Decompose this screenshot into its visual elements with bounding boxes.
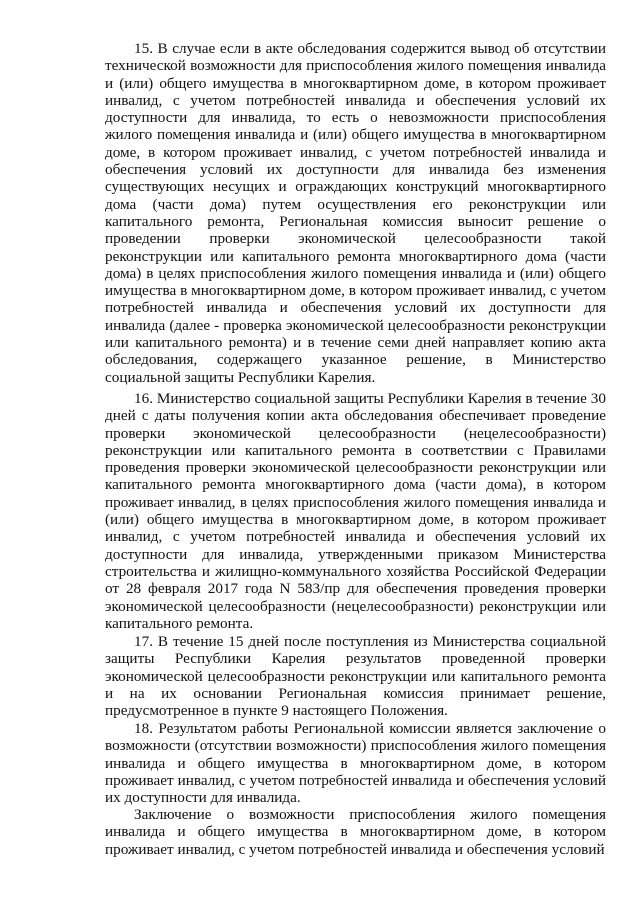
paragraph-17: 17. В течение 15 дней после поступления из Министерства социальной защиты Республики Карелия результатов проведенной проверки экономической целесообразности реконструкции или капитального ремонта и на их основании Региональная комиссия принимает решение, предусмотренное в пункте 9 настоящего Положения. <box>105 633 606 720</box>
paragraph-16: 16. Министерство социальной защиты Республики Карелия в течение 30 дней с даты получения копии акта обследования обеспечивает проведение проверки экономической целесообразности (нецелесообразности) реконструкции или капитального ремонта в соответствии с Правилами проведения проверки экономической целесообразности реконструкции или капитального ремонта многоквартирного дома (части дома), в котором проживает инвалид, в целях приспособления жилого помещения инвалида и (или) общего имущества в многоквартирном доме, в котором проживает инвалид, с учетом потребностей инвалида и обеспечения условий их доступности для инвалида, утвержденными приказом Министерства строительства и жилищно-коммунального хозяйства Российской Федерации от 28 февраля 2017 года N 583/пр для обеспечения проведения проверки экономической целесообразности (нецелесообразности) реконструкции или капитального ремонта. <box>105 390 606 632</box>
paragraph-18: 18. Результатом работы Региональной комиссии является заключение о возможности (отсутствии возможности) приспособления жилого помещения инвалида и общего имущества в многоквартирном доме, в котором проживает инвалид, с учетом потребностей инвалида и обеспечения условий их доступности для инвалида. <box>105 720 606 807</box>
paragraph-conclusion: Заключение о возможности приспособления жилого помещения инвалида и общего имущества в многоквартирном доме, в котором проживает инвалид, с учетом потребностей инвалида и обеспечения условий <box>105 806 606 858</box>
paragraph-15: 15. В случае если в акте обследования содержится вывод об отсутствии технической возможности для приспособления жилого помещения инвалида и (или) общего имущества в многоквартирном доме, в котором проживает инвалид, с учетом потребностей инвалида и обеспечения условий их доступности для инвалида, то есть о невозможности приспособления жилого помещения инвалида и (или) общего имущества в многоквартирном доме, в котором проживает инвалид, с учетом потребностей инвалида и обеспечения условий их доступности для инвалида без изменения существующих несущих и ограждающих конструкций многоквартирного дома (части дома) путем осуществления его реконструкции или капитального ремонта, Региональная комиссия выносит решение о проведении проверки экономической целесообразности такой реконструкции или капитального ремонта многоквартирного дома (части дома) в целях приспособления жилого помещения инвалида и (или) общего имущества в многоквартирном доме, в котором проживает инвалид, с учетом потребностей инвалида и обеспечения условий их доступности для инвалида (далее - проверка экономической целесообразности реконструкции или капитального ремонта) и в течение семи дней направляет копию акта обследования, содержащего указанное решение, в Министерство социальной защиты Республики Карелия. <box>105 40 606 386</box>
